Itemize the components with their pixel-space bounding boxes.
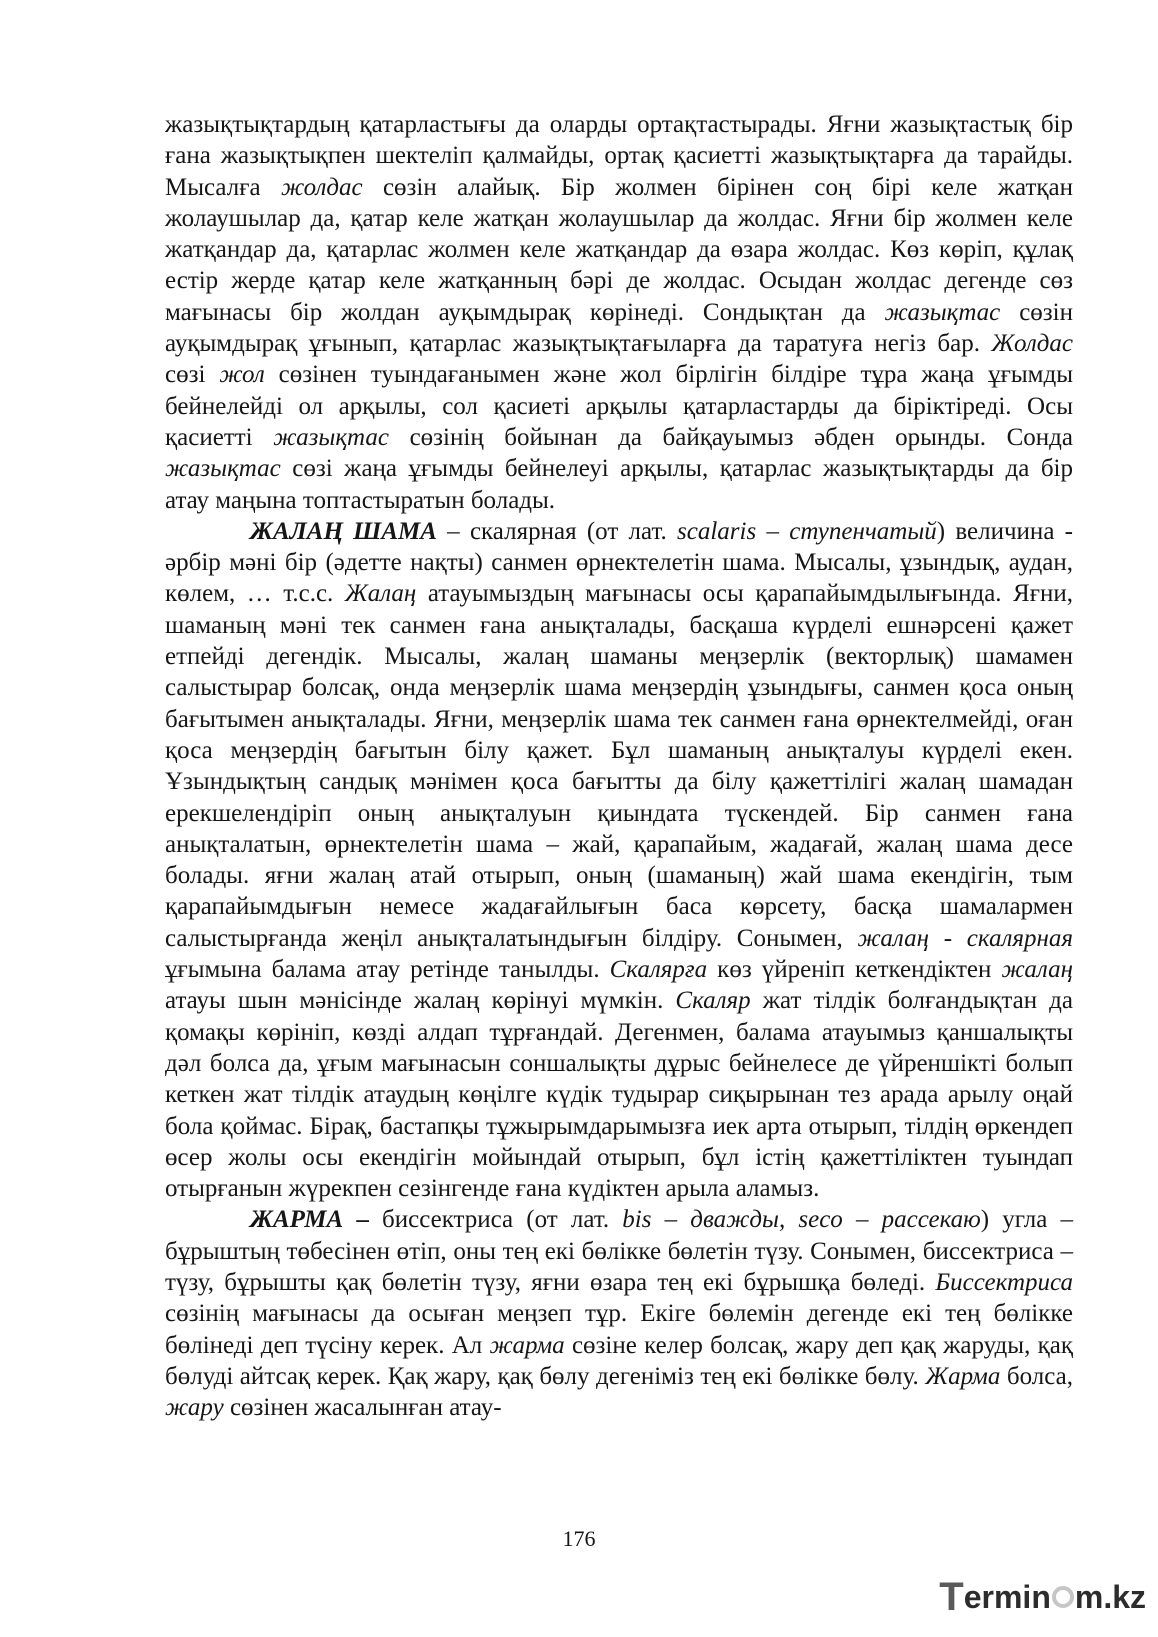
text-run: ұғымына балама атау ретінде танылды. [165, 956, 610, 984]
italic-term: жазықтас [273, 423, 389, 451]
italic-term: жолдас [280, 173, 363, 201]
paragraph [165, 516, 1073, 1205]
text-run: атауымыздың мағынасы осы қарапайымдылығында. Яғни, шаманың мәні тек санмен ғана анықталады, басқаша күрделі ешнәрсені қажет етпейді дегендік. Мысалы, жалаң шаманы меңзерлік (векторлық) шамамен салыстырар болсақ, онда меңзерлік шама меңзердің ұзындығы, санмен қоса оның бағытымен анықталады. Яғни, меңзерлік шама тек санмен ғана өрнектелмейді, оған қоса меңзердің бағытын білу қажет. Бұл шаманың анықталуы күрделі екен. Ұзындықтың сандық мәнімен қоса бағытты да білу қажеттілігі жалаң шамадан ерекшелендіріп оның анықталуын қиындата түскендей. Бір санмен ғана анықталатын, өрнектелетін шама – жай, қарапайым, жадағай, жалаң шама десе болады. яғни жалаң атай отырып, оның (шаманың) жай шама екендігін, тым қарапайымдығын немесе жадағайлығын баса көрсету, басқа шамалармен салыстырғанда жеңіл анықталатындығын білдіру. Сонымен, [165, 580, 1073, 952]
text-run: сөзі [165, 361, 220, 389]
term-heading: ЖАЛАҢ ШАМА [250, 517, 437, 545]
page-number: 176 [562, 1526, 596, 1551]
italic-term: жарма [489, 1331, 565, 1359]
text-run: болса, [1000, 1362, 1073, 1390]
italic-term: Скаляр [675, 987, 751, 1015]
term-heading: ЖАРМА [250, 1206, 344, 1234]
watermark-circle-icon [1052, 1586, 1074, 1608]
italic-term: жазықтас [884, 298, 1001, 326]
paragraph [165, 1204, 1073, 1423]
text-run: сөзін алайық. Бір жолмен бірінен соң бірі келе жатқан жолаушылар да, қатар келе жатқан жолаушылар да жолдас. Яғни бір жолмен келе жатқандар да, қатарлас жолмен келе жатқандар да өзара жолдас. Көз көріп, құлақ естір жерде қатар келе жатқанның бәрі де жолдас. Осыдан жолдас дегенде сөз мағынасы бір жолдан ауқымдырақ көрінеді. Сондықтан да [165, 173, 1073, 326]
body-text [165, 109, 1073, 1423]
italic-term: Скалярға [609, 956, 708, 984]
text-run: сөзіне келер болсақ, жару деп қақ жаруды, қақ бөлуді айтсақ керек. Қақ жару, қақ бөлу дегеніміз тең екі бөлікке бөлу. [165, 1331, 1073, 1390]
watermark-right-text: m.kz [1074, 1578, 1146, 1615]
text-run: сөзінің бойынан да байқауымыз әбден орынды. Сонда [388, 423, 1073, 451]
italic-term: жазықтас [165, 455, 281, 483]
term-heading: – [343, 1206, 383, 1234]
text-run: жат тілдік болғандықтан да қомақы көрініп, көзді алдап тұрғандай. Дегенмен, балама атауымыз қаншалықты дәл болса да, ұғым мағынасын соншалықты дұрыс бейнелесе де үйреншікті болып кеткен жат тілдік атаудың көңілге күдік тудырар сиқырынан тез арада арылу оңай бола қоймас. Бірақ, бастапқы тұжырымдарымызға иек арта отырып, тілдің өркендеп өсер жолы осы екендігін мойындай отырып, бұл істің қажеттіліктен туындап отырғанын жүрекпен сезінгенде ғана күдіктен арыла аламыз. [165, 987, 1073, 1203]
italic-term: жол [219, 361, 265, 389]
text-run: сөзі жаңа ұғымды бейнелеуі арқылы, қатарлас жазықтықтарды да бір атау маңына топтастыратын болады. [165, 455, 1073, 514]
italic-term: Жарма [925, 1362, 1001, 1390]
watermark-left-text: ermin [963, 1578, 1051, 1615]
italic-term: жару [165, 1394, 224, 1422]
text-run: сөзінің мағынасы да осыған меңзеп тұр. Екіге бөлемін дегенде екі тең бөлікке бөлінеді деп түсіну керек. Ал [165, 1300, 1073, 1359]
italic-term: Жолдас [991, 330, 1073, 358]
italic-term: Биссектриса [935, 1268, 1073, 1296]
text-run: сөзінен туындағанымен және жол бірлігін білдіре тұра жаңа ұғымды бейнелейді ол арқылы, сол қасиеті арқылы қатарластарды да біріктіреді. Осы қасиетті [165, 361, 1073, 451]
watermark-first-letter: T [939, 1574, 964, 1619]
text-run: атауы шын мәнісінде жалаң көрінуі мүмкін. [165, 987, 676, 1015]
text-run: ) угла – бұрыштың төбесінен өтіп, оны тең екі бөлікке бөлетін түзу. Сонымен, биссектриса – түзу, бұрышты қақ бөлетін түзу, яғни өзара тең екі бұрышқа бөледі. [165, 1206, 1074, 1296]
italic-term: bis – дважды, seco – рассекаю [622, 1206, 981, 1234]
italic-term: Жалаң [344, 580, 417, 608]
termincom-watermark-logo [939, 1574, 1146, 1619]
text-run: сөзінен жасалынған атау- [223, 1394, 502, 1422]
text-run: көз үйреніп кеткендіктен [707, 956, 1002, 984]
text-run: биссектриса (от лат. [382, 1206, 623, 1234]
italic-term: scalaris – ступенчатый [677, 517, 937, 545]
text-run: жазықтықтардың қатарластығы да оларды ортақтастырады. Яғни жазықтастық бір ғана жазықтықпен шектеліп қалмайды, ортақ қасиетті жазықтықтарға да тарайды. Мысалға [165, 111, 1073, 201]
italic-term: жалаң [1001, 956, 1073, 984]
text-run: ) величина - әрбір мәні бір (әдетте нақты) санмен өрнектелетін шама. Мысалы, ұзындық, аудан, көлем, … т.с.с. [165, 517, 1074, 608]
italic-term: жалаң - скалярная [857, 924, 1074, 952]
text-run: – скалярная (от лат. [436, 517, 678, 545]
paragraph [165, 109, 1073, 516]
text-run: сөзін ауқымдырақ ұғынып, қатарлас жазықтықтағыларға да таратуға негіз бар. [165, 298, 1073, 358]
